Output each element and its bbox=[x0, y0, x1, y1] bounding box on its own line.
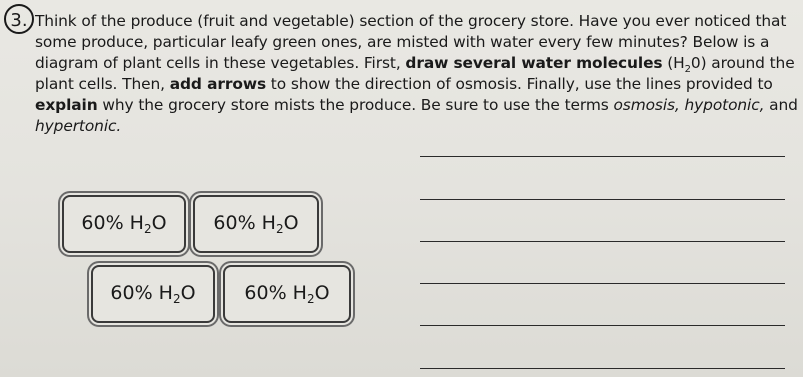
question-text-segment: diagram of plant cells in these vegetables. First, bbox=[35, 54, 406, 72]
plant-cell-3 bbox=[91, 265, 215, 323]
question-text-segment: to show the direction of osmosis. Finally, use the lines provided to bbox=[266, 75, 773, 93]
question-number: 3. bbox=[4, 4, 34, 34]
cell-label: 60% $H_2O$ bbox=[81, 212, 167, 236]
answer-line[interactable] bbox=[420, 241, 785, 242]
question-text-segment: and bbox=[764, 96, 798, 114]
plant-cell-1 bbox=[62, 195, 186, 253]
answer-line[interactable] bbox=[420, 368, 785, 369]
answer-line[interactable] bbox=[420, 156, 785, 157]
question-text-segment: Think of the produce (fruit and vegetable) section of the grocery store. Have you ever noticed that bbox=[35, 12, 787, 30]
question-text-segment: osmosis, hypotonic, bbox=[613, 96, 765, 114]
answer-line[interactable] bbox=[420, 199, 785, 200]
question-line bbox=[35, 117, 121, 135]
question-line bbox=[35, 75, 773, 93]
question-text-segment: (H bbox=[662, 54, 685, 72]
question-text-segment: some produce, particular leafy green ones, are misted with water every few minutes? Below is a bbox=[35, 33, 770, 51]
question-text-segment: explain bbox=[35, 96, 98, 114]
question-line bbox=[35, 12, 786, 30]
plant-cell-2 bbox=[193, 195, 319, 253]
question-text-segment: hypertonic. bbox=[35, 117, 122, 135]
question-line bbox=[35, 33, 769, 51]
cell-label: 60% $H_2O$ bbox=[213, 212, 299, 236]
answer-line[interactable] bbox=[420, 325, 785, 326]
question-text-segment: plant cells. Then, bbox=[35, 75, 170, 93]
question-text-segment: 2 bbox=[684, 64, 691, 76]
plant-cell-4 bbox=[223, 265, 351, 323]
question-text-segment: why the grocery store mists the produce. Be sure to use the terms bbox=[97, 96, 614, 114]
question-text-segment: 0) around the bbox=[690, 54, 795, 72]
cell-label: 60% $H_2O$ bbox=[244, 282, 330, 306]
question-text-segment: draw several water molecules bbox=[405, 54, 663, 72]
cell-label: 60% $H_2O$ bbox=[110, 282, 196, 306]
answer-line[interactable] bbox=[420, 283, 785, 284]
question-line bbox=[35, 96, 798, 114]
question-text-segment: add arrows bbox=[169, 75, 267, 93]
question-line bbox=[35, 54, 795, 75]
